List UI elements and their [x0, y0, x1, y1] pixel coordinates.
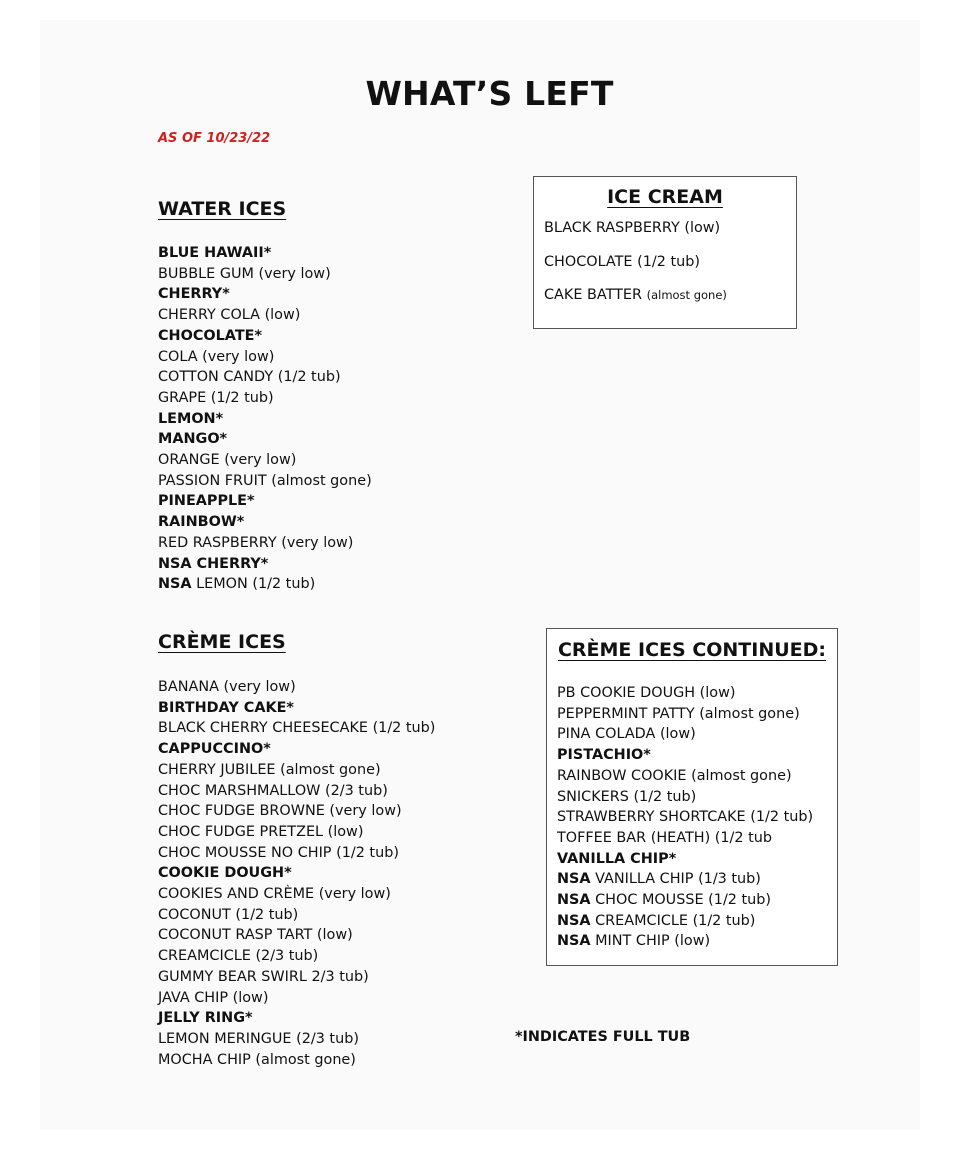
flavor-name: RED RASPBERRY [158, 534, 277, 551]
flavor-status: (low) [264, 307, 301, 324]
flavor-status: (almost gone) [280, 761, 381, 778]
flavor-name: CHOC FUDGE BROWNE [158, 803, 325, 820]
flavor-name: CHOC MOUSSE NO CHIP [158, 844, 332, 861]
flavor-name: LEMON MERINGUE [158, 1030, 292, 1047]
flavor-name: CHERRY COLA [158, 307, 260, 324]
water-ices-heading: WATER ICES [158, 198, 287, 220]
flavor-name: COOKIE DOUGH* [158, 865, 292, 882]
flavor-name: MANGO* [158, 431, 228, 448]
flavor-status: (low) [327, 823, 364, 840]
flavor-item [557, 683, 813, 704]
flavor-item [158, 512, 372, 533]
flavor-item [158, 677, 435, 698]
flavor-name: LEMON* [158, 410, 224, 427]
creme-ices-continued-list [557, 683, 813, 952]
flavor-name: CREAMCICLE [595, 912, 688, 929]
flavor-status: (very low) [329, 803, 402, 820]
flavor-status: (low) [699, 685, 736, 701]
flavor-status: (1/2 tub) [252, 576, 316, 593]
flavor-item [158, 739, 435, 760]
flavor-name: PEPPERMINT PATTY [557, 705, 695, 722]
flavor-status: (1/2 tub) [235, 906, 299, 923]
flavor-name: BLUE HAWAII* [158, 245, 272, 261]
flavor-item [158, 243, 372, 264]
flavor-status: (1/2 tub) [637, 253, 700, 270]
flavor-name: RAINBOW COOKIE [557, 767, 687, 784]
flavor-prefix: NSA [557, 912, 591, 929]
flavor-item [557, 931, 813, 952]
flavor-name: CHOC MARSHMALLOW [158, 782, 321, 799]
flavor-item [158, 905, 435, 926]
flavor-name: STRAWBERRY SHORTCAKE [557, 809, 746, 826]
flavor-name: PINEAPPLE* [158, 493, 255, 510]
flavor-item [158, 781, 435, 802]
flavor-name: BLACK RASPBERRY [544, 220, 680, 236]
flavor-item [158, 367, 372, 388]
flavor-item [158, 925, 435, 946]
flavor-item [544, 246, 796, 280]
flavor-name: COOKIES AND CRÈME [158, 886, 315, 903]
flavor-name: VANILLA CHIP [595, 871, 694, 888]
flavor-name: PB COOKIE DOUGH [557, 685, 696, 701]
flavor-name: CAPPUCCINO* [158, 741, 271, 758]
ice-cream-box [533, 176, 797, 329]
flavor-status: (almost gone) [646, 288, 727, 302]
flavor-item [557, 849, 813, 870]
flavor-item [557, 890, 813, 911]
flavor-status: (very low) [281, 534, 354, 551]
flavor-item [158, 326, 372, 347]
flavor-item [158, 388, 372, 409]
full-tub-footnote: *INDICATES FULL TUB [515, 1029, 691, 1045]
flavor-name: MINT CHIP [595, 933, 670, 950]
flavor-name: BIRTHDAY CAKE* [158, 699, 294, 716]
flavor-status: (1/2 tub) [692, 912, 756, 929]
flavor-status: (almost gone) [691, 767, 792, 784]
creme-ices-heading: CRÈME ICES [158, 631, 286, 653]
flavor-name: BANANA [158, 679, 219, 695]
flavor-prefix: NSA [557, 933, 591, 950]
flavor-item [158, 554, 372, 575]
flavor-item [544, 279, 796, 313]
ice-cream-heading: ICE CREAM [607, 186, 723, 208]
flavor-item [158, 1008, 435, 1029]
flavor-status: (low) [674, 933, 711, 950]
flavor-name: MOCHA CHIP [158, 1051, 251, 1068]
flavor-status: (low) [659, 726, 696, 743]
flavor-status: (almost gone) [255, 1051, 356, 1068]
page-title: WHAT’S LEFT [365, 74, 614, 113]
flavor-item [158, 305, 372, 326]
flavor-name: NSA CHERRY* [158, 555, 269, 572]
flavor-item [158, 822, 435, 843]
flavor-item [158, 946, 435, 967]
flavor-item [158, 1050, 435, 1071]
flavor-prefix: NSA [158, 576, 192, 593]
flavor-item [158, 347, 372, 368]
flavor-item [158, 471, 372, 492]
flavor-status: (very low) [224, 452, 297, 469]
water-ices-list [158, 243, 372, 595]
flavor-name: CHOCOLATE [544, 253, 633, 270]
flavor-status: (low) [684, 220, 721, 236]
flavor-name: PASSION FRUIT [158, 472, 267, 489]
flavor-status: (1/2 tub) [277, 369, 341, 386]
flavor-item [557, 745, 813, 766]
flavor-name: PINA COLADA [557, 726, 656, 743]
flavor-item [158, 843, 435, 864]
flavor-prefix: NSA [557, 871, 591, 888]
flavor-name: BUBBLE GUM [158, 265, 254, 282]
flavor-status: (almost gone) [271, 472, 372, 489]
flavor-item [557, 724, 813, 745]
flavor-name: VANILLA CHIP* [557, 850, 677, 867]
flavor-item [158, 491, 372, 512]
flavor-item [557, 787, 813, 808]
flavor-status: (very low) [318, 886, 391, 903]
flavor-item [158, 264, 372, 285]
flavor-item [158, 698, 435, 719]
flavor-name: LEMON [196, 576, 248, 593]
flavor-item [158, 450, 372, 471]
flavor-item [158, 574, 372, 595]
flavor-status: 2/3 tub) [311, 968, 369, 985]
flavor-status: (very low) [223, 679, 296, 695]
flavor-name: CHOC FUDGE PRETZEL [158, 823, 324, 840]
flavor-item [158, 718, 435, 739]
flavor-item [158, 801, 435, 822]
flavor-item [158, 884, 435, 905]
flavor-item [557, 807, 813, 828]
flavor-status: (low) [316, 927, 353, 944]
flavor-name: COLA [158, 348, 198, 365]
flavor-status: (1/2 tub) [336, 844, 399, 861]
flavor-status: (almost gone) [699, 705, 800, 722]
flavor-name: PISTACHIO* [557, 747, 651, 764]
flavor-status: (1/2 tub) [633, 788, 697, 805]
flavor-name: SNICKERS [557, 788, 629, 805]
flavor-status: (low) [232, 989, 269, 1006]
flavor-status: (2/3 tub) [296, 1030, 359, 1047]
flavor-item [557, 911, 813, 932]
flavor-item [158, 429, 372, 450]
flavor-name: CHOC MOUSSE [595, 892, 704, 909]
flavor-name: CAKE BATTER [544, 287, 643, 303]
flavor-name: GUMMY BEAR SWIRL [158, 968, 307, 985]
flavor-prefix: NSA [557, 892, 591, 909]
flavor-name: COCONUT [158, 906, 231, 923]
ice-cream-list [544, 212, 796, 313]
flavor-item [158, 284, 372, 305]
flavor-name: BLACK CHERRY CHEESECAKE [158, 720, 368, 737]
flavor-item [158, 863, 435, 884]
flavor-item [557, 828, 813, 849]
flavor-status: (1/3 tub) [698, 871, 761, 888]
flavor-item [158, 967, 435, 988]
flavor-status: (2/3 tub) [255, 948, 319, 965]
flavor-item [557, 766, 813, 787]
flavor-item [158, 1029, 435, 1050]
flavor-name: CHOCOLATE* [158, 327, 262, 344]
flavor-item [557, 869, 813, 890]
flavor-item [544, 212, 796, 246]
flavor-item [158, 988, 435, 1009]
flavor-name: TOFFEE BAR (HEATH) [557, 829, 711, 846]
creme-ices-continued-box [546, 628, 838, 966]
flavor-status: (very low) [202, 348, 275, 365]
flavor-name: GRAPE [158, 389, 207, 406]
flavor-name: CHERRY JUBILEE [158, 761, 276, 778]
flavor-status: (2/3 tub) [324, 782, 388, 799]
flavor-status: (1/2 tub) [750, 809, 814, 826]
flavor-status: (1/2 tub [714, 829, 773, 846]
flavor-name: ORANGE [158, 452, 220, 469]
creme-ices-list [158, 677, 435, 1070]
creme-ices-continued-heading: CRÈME ICES CONTINUED: [557, 639, 827, 661]
flavor-name: COCONUT RASP TART [158, 927, 313, 944]
flavor-item [158, 533, 372, 554]
flavor-name: CHERRY* [158, 286, 230, 303]
flavor-status: (very low) [258, 265, 331, 282]
flavor-item [158, 760, 435, 781]
flavor-item [158, 409, 372, 430]
flavor-name: RAINBOW* [158, 514, 245, 531]
flavor-status: (1/2 tub) [708, 892, 772, 909]
flavor-status: (1/2 tub) [372, 720, 436, 737]
flavor-name: COTTON CANDY [158, 369, 274, 386]
flavor-item [557, 704, 813, 725]
as-of-date: AS OF 10/23/22 [158, 131, 271, 146]
flavor-name: JAVA CHIP [158, 989, 229, 1006]
flavor-name: CREAMCICLE [158, 948, 251, 965]
flavor-status: (1/2 tub) [210, 389, 274, 406]
flavor-name: JELLY RING* [158, 1010, 253, 1027]
